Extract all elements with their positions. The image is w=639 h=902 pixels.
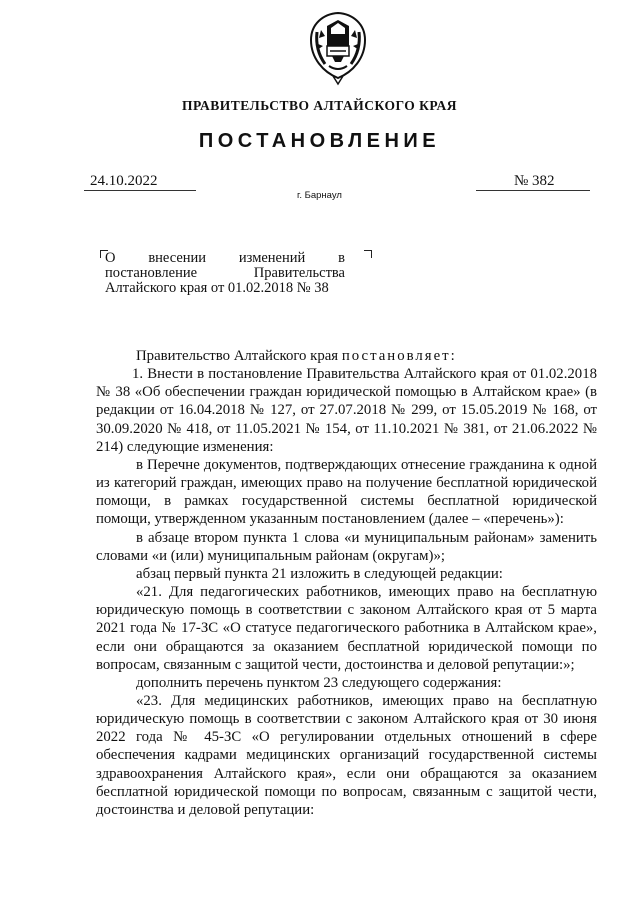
subject-line-2 (105, 266, 345, 281)
paragraph-3: в абзаце втором пункта 1 слова «и муниципальным районам» заменить словами «и (или) муниципальным районам (округам)»; (96, 529, 597, 564)
paragraph-1: 1. Внести в постановление Правительства Алтайского края от 01.02.2018 № 38 «Об обеспечении граждан юридической помощью в Алтайском крае» (в редакции от 16.04.2018 № 127, от 27.07.2018 № 299, от 15.05.2019 № 168, от 30.09.2020 № 418, от 11.05.2021 № 154, от 11.10.2021 № 381, от 21.06.2022 № 214) следующие изменения: (96, 366, 597, 455)
subject-word: постановление (105, 265, 198, 281)
paragraph-4: абзац первый пункта 21 изложить в следующей редакции: (136, 565, 503, 582)
government-name: ПРАВИТЕЛЬСТВО АЛТАЙСКОГО КРАЯ (182, 98, 457, 113)
subject-line-1 (105, 251, 345, 266)
preamble (96, 347, 597, 365)
subject-word: Правительства (253, 265, 345, 281)
preamble-verb: постановляет: (341, 348, 457, 364)
subject-word: О (105, 250, 116, 266)
preamble-text: Правительство Алтайского края (136, 348, 342, 364)
paragraph-5: «21. Для педагогических работников, имеющих право на бесплатную юридическую помощь в соответствии с законом Алтайского края от 5 марта 2021 года № 17-ЗС «О статусе педагогического работника в Алтайском крае», если они обращаются за оказанием бесплатной юридической помощи по вопросам, связанным с защитой чести, достоинства и деловой репутации:»; (96, 584, 597, 673)
city-name: г. Барнаул (297, 190, 342, 201)
coat-of-arms-emblem (303, 10, 373, 90)
paragraph-7: «23. Для медицинских работников, имеющих право на бесплатную юридическую помощь в соответствии с законом Алтайского края от 30 июня 2022 года № 45-ЗС «О регулировании отдельных отношений в сфере обеспечения кадрами медицинских организаций государственной системы здравоохранения Алтайского края», если они обращаются за оказанием бесплатной юридической помощи по вопросам, связанным с защитой чести, достоинства и деловой репутации: (96, 692, 597, 818)
subject-line-3: Алтайского края от 01.02.2018 № 38 (105, 280, 329, 296)
document-type: ПОСТАНОВЛЕНИЕ (198, 130, 441, 152)
subject-word: изменений (238, 250, 306, 266)
decree-date: 24.10.2022 (90, 173, 158, 189)
subject-word: в (338, 250, 345, 266)
paragraph-2: в Перечне документов, подтверждающих отнесение гражданина к одной из категорий граждан, имеющих право на получение бесплатной юридической помощи, в рамках государственной системы бесплатной юридической помощи, утвержденном указанным постановлением (далее – «перечень»): (96, 456, 597, 528)
decree-number: № 382 (514, 173, 555, 189)
subject-word: внесении (148, 250, 207, 266)
subject-corner-right (364, 250, 372, 258)
decree-body (96, 347, 597, 819)
paragraph-6: дополнить перечень пунктом 23 следующего содержания: (136, 674, 502, 691)
decree-subject (105, 251, 345, 296)
